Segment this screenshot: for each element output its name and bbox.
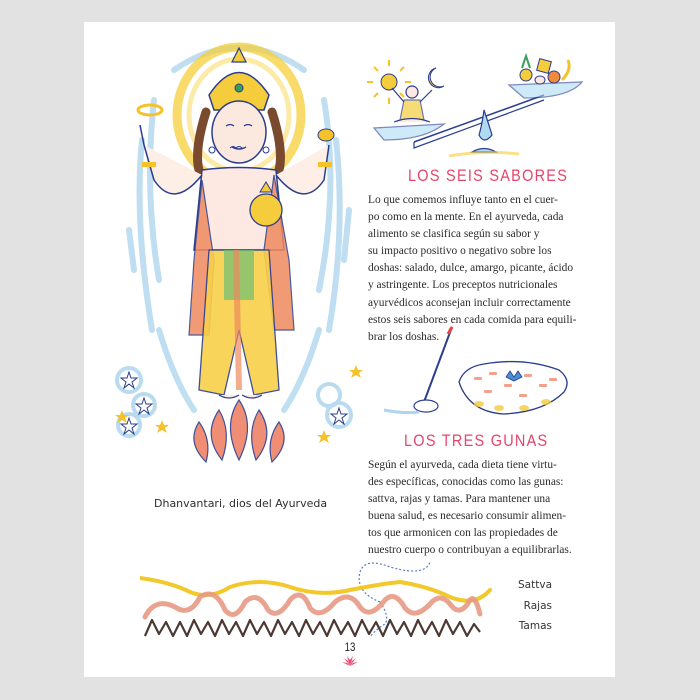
section-body-gunas [368,457,604,560]
flower-ornament-icon [342,656,358,666]
text-line: sattva, rajas y tamas. Para mantener una [368,493,551,506]
page-number: 13 [344,640,356,654]
text-line: buena salud, es necesario consumir alimen- [368,510,567,523]
guna-label-rajas: Rajas [523,600,552,612]
text-line: alimento se clasifica según su sabor y [368,228,540,241]
text-line: estos seis sabores en cada comida para equili- [368,313,577,326]
text-line: doshas: salado, dulce, amargo, picante, ácido [368,262,574,275]
text-line: y astringente. Los preceptos nutricionales [368,279,558,292]
text-line: tos que armonicen con las propiedades de [368,527,558,540]
text-line: ayurvédicos aconsejan incluir correctamente [368,296,571,309]
section-heading-sabores: LOS SEIS SABORES [408,166,569,185]
text-line: nuestro cuerpo o contribuyan a equilibrarlas. [368,544,572,557]
balance-scale-illustration [354,50,594,160]
guna-label-sattva: Sattva [518,579,552,591]
text-line: des específicas, conocidas como las gunas: [368,476,564,489]
text-line: brar los doshas. [368,330,440,343]
text-line: Lo que comemos influye tanto en el cuer- [368,194,558,206]
text-line: po como en la mente. En el ayurveda, cada [368,211,564,224]
text-line: su impacto positivo o negativo sobre los [368,245,552,258]
guna-label-tamas: Tamas [518,620,552,632]
incense-rice-bowl-illustration [374,322,604,422]
section-heading-gunas: LOS TRES GUNAS [404,431,549,450]
gunas-wave-diagram [140,562,505,642]
book-page [84,22,615,677]
illustration-caption: Dhanvantari, dios del Ayurveda [154,497,328,510]
dhanvantari-illustration [114,30,364,490]
text-line: Según el ayurveda, cada dieta tiene virtu- [368,459,557,471]
